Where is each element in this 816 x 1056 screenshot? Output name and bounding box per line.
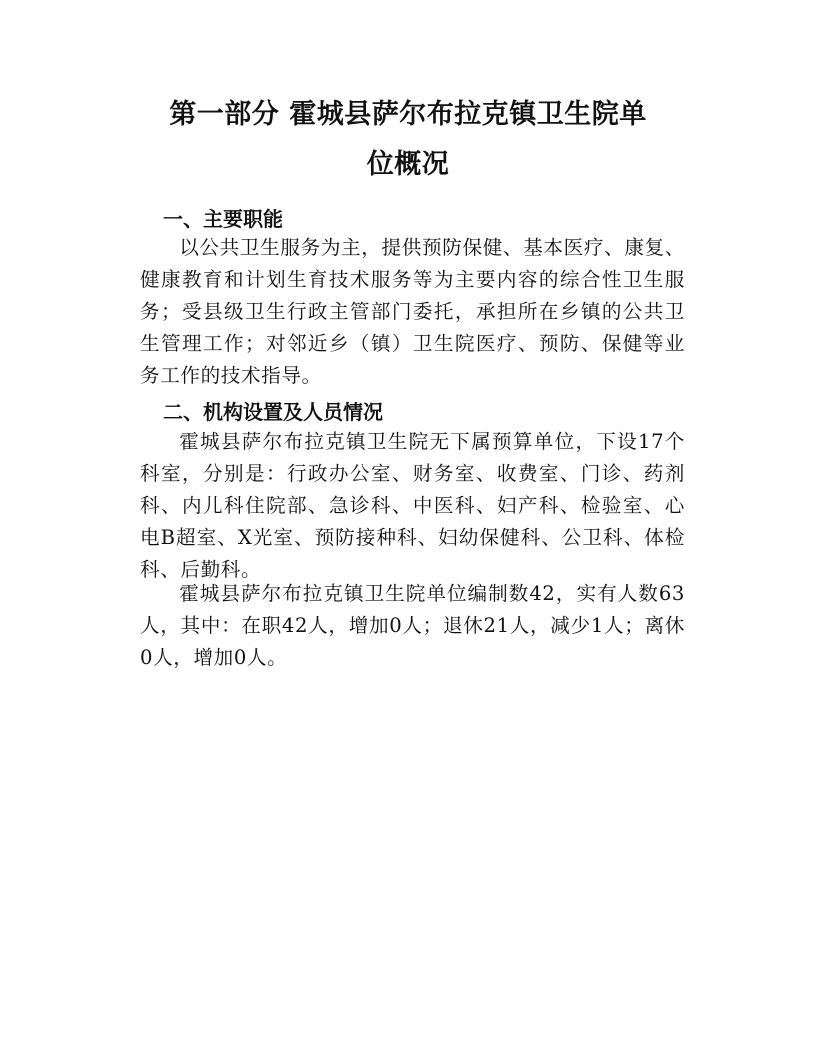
section-heading-organization-staffing: 二、机构设置及人员情况	[163, 400, 383, 424]
paragraph-main-functions: 以公共卫生服务为主，提供预防保健、基本医疗、康复、健康教育和计划生育技术服务等为主要内容的综合性卫生服务；受县级卫生行政主管部门委托，承担所在乡镇的公共卫生管理工作；对邻近乡（镇）卫生院医疗、预防、保健等业务工作的技术指导。	[140, 236, 685, 387]
document-title-line-2: 位概况	[366, 149, 450, 180]
paragraph-staffing: 霍城县萨尔布拉克镇卫生院单位编制数42，实有人数63人，其中：在职42人，增加0人；退休21人，减少1人；离休0人，增加0人。	[140, 582, 685, 669]
document-title-line-1: 第一部分 霍城县萨尔布拉克镇卫生院单	[169, 99, 647, 130]
section-heading-main-functions: 一、主要职能	[163, 207, 283, 231]
paragraph-organization: 霍城县萨尔布拉克镇卫生院无下属预算单位，下设17个科室，分别是：行政办公室、财务室、收费室、门诊、药剂科、内儿科住院部、急诊科、中医科、妇产科、检验室、心电B超室、X光室、预防接种科、妇幼保健科、公卫科、体检科、后勤科。	[140, 430, 685, 581]
